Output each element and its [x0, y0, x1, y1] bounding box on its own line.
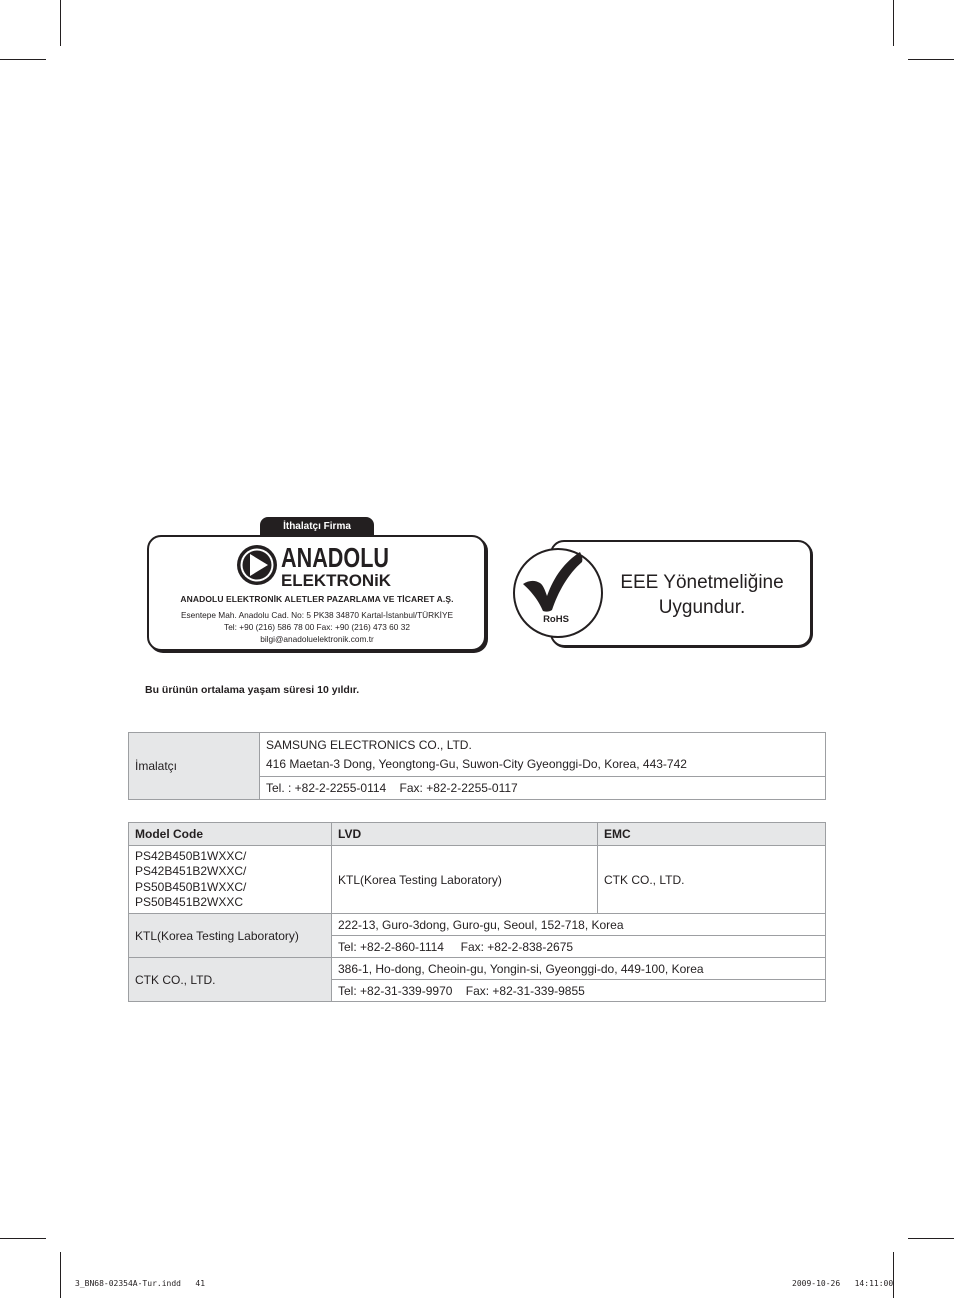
anadolu-logo [235, 541, 395, 589]
lab-address: 222-13, Guro-3dong, Guro-gu, Seoul, 152-718, Korea [332, 914, 826, 936]
manufacturer-info [260, 733, 826, 777]
manufacturer-address: 416 Maetan-3 Dong, Yeongtong-Gu, Suwon-City Gyeonggi-Do, Korea, 443-742 [266, 756, 687, 771]
manufacturer-label: İmalatçı [129, 733, 260, 800]
eee-compliance-line1: EEE Yönetmeliğine [620, 572, 784, 593]
crop-mark [60, 1252, 61, 1298]
crop-mark [0, 59, 46, 60]
crop-mark [0, 1238, 46, 1239]
checkmark-icon [520, 550, 586, 616]
crop-mark [893, 0, 894, 46]
model-code: PS50B450B1WXXC/ [135, 879, 247, 894]
lvd-value: KTL(Korea Testing Laboratory) [332, 846, 598, 914]
importer-address: Esentepe Mah. Anadolu Cad. No: 5 PK38 34870 Kartal-İstanbul/TÜRKİYE [180, 610, 454, 620]
manufacturer-company: SAMSUNG ELECTRONICS CO., LTD. [266, 737, 472, 752]
model-code: PS50B451B2WXXC [135, 895, 244, 909]
rohs-label: RoHS [543, 614, 569, 625]
manufacturer-contact: Tel. : +82-2-2255-0114 Fax: +82-2-2255-0117 [260, 777, 826, 800]
importer-tab: İthalatçı Firma [260, 517, 374, 537]
manufacturer-table [128, 732, 826, 800]
lab-name: CTK CO., LTD. [129, 958, 332, 1002]
footer-file: 3_BN68-02354A-Tur.indd 41 [75, 1279, 206, 1288]
crop-mark [908, 1238, 954, 1239]
lab-contact: Tel: +82-2-860-1114 Fax: +82-2-838-2675 [332, 936, 826, 958]
crop-mark [60, 0, 61, 46]
model-code: PS42B450B1WXXC/ [135, 848, 247, 863]
importer-company-name: ANADOLU ELEKTRONİK ALETLER PAZARLAMA VE TİCARET A.Ş. [180, 594, 454, 604]
lab-contact: Tel: +82-31-339-9970 Fax: +82-31-339-9855 [332, 980, 826, 1002]
lab-address: 386-1, Ho-dong, Cheoin-gu, Yongin-si, Gyeonggi-do, 449-100, Korea [332, 958, 826, 980]
logo-word: ANADOLU [281, 542, 389, 573]
header-lvd: LVD [332, 823, 598, 846]
lifetime-note: Bu ürünün ortalama yaşam süresi 10 yıldır. [145, 684, 360, 696]
header-model-code: Model Code [129, 823, 332, 846]
certification-table [128, 822, 826, 1002]
model-code-cell [129, 846, 332, 914]
importer-phone: Tel: +90 (216) 586 78 00 Fax: +90 (216) 473 60 32 [224, 622, 410, 632]
emc-value: CTK CO., LTD. [598, 846, 826, 914]
logo-subword: ELEKTRONiK [281, 571, 392, 590]
crop-mark [893, 1252, 894, 1298]
crop-mark [908, 59, 954, 60]
lab-name: KTL(Korea Testing Laboratory) [129, 914, 332, 958]
footer-timestamp: 2009-10-26 14:11:00 [792, 1279, 894, 1288]
importer-email: bilgi@anadoluelektronik.com.tr [260, 634, 374, 644]
model-code: PS42B451B2WXXC/ [135, 864, 247, 878]
header-emc: EMC [598, 823, 826, 846]
eee-compliance-line2: Uygundur. [658, 597, 746, 618]
